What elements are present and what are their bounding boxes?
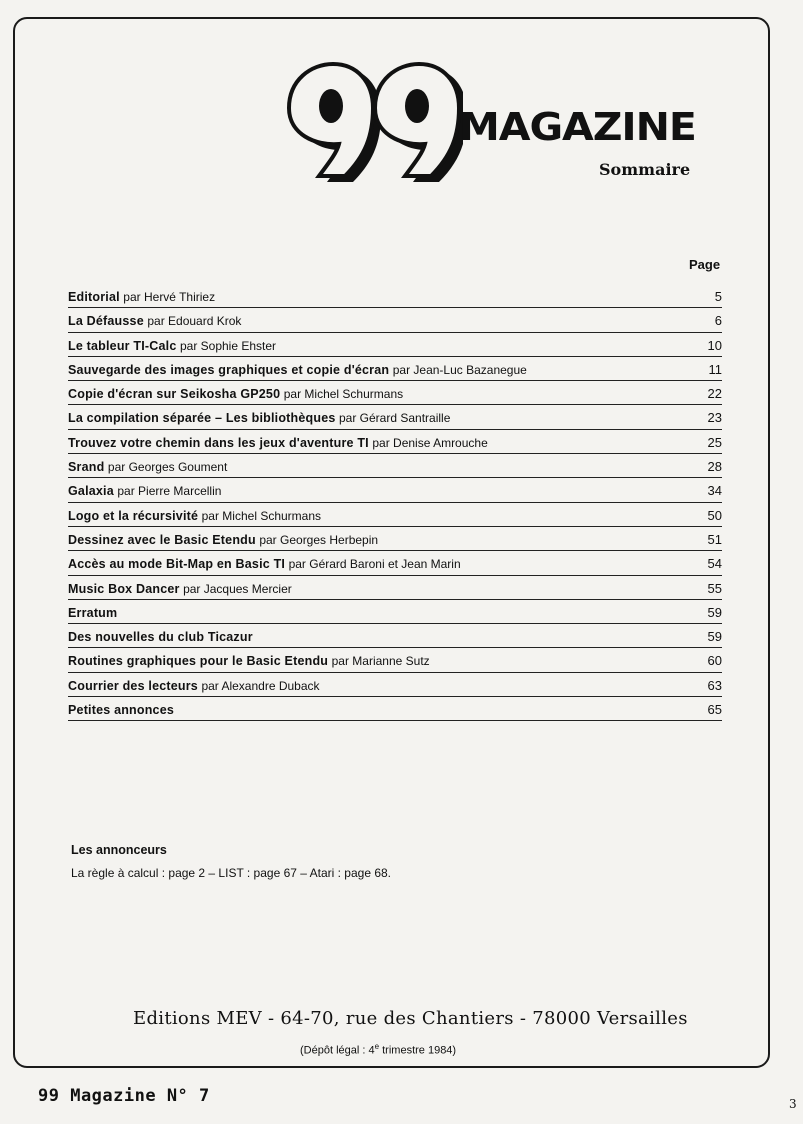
logo-99-graphic [283,62,463,192]
toc-row [68,333,722,357]
table-of-contents [68,284,722,721]
toc-title: La Défausse [68,314,144,329]
advertisers-heading: Les annonceurs [71,843,167,857]
toc-row [68,430,722,454]
toc-title: Srand [68,460,105,475]
toc-author: par Gérard Baroni et Jean Marin [288,557,461,572]
toc-row [68,503,722,527]
toc-title: Erratum [68,605,118,620]
publisher-address: Editions MEV - 64-70, rue des Chantiers - 78000 Versailles [133,1008,688,1029]
toc-page-number: 65 [707,702,722,718]
toc-author: par Jacques Mercier [183,581,292,596]
toc-page-number: 54 [707,556,722,572]
toc-page-number: 11 [708,361,722,377]
toc-page-number: 51 [707,531,722,547]
toc-page-number: 63 [707,677,722,693]
page-subtitle: Sommaire [599,160,691,179]
toc-title: Courrier des lecteurs [68,678,198,693]
toc-author: par Edouard Krok [147,314,242,329]
toc-row [68,405,722,429]
toc-title: Galaxia [68,484,114,499]
toc-row [68,551,722,575]
toc-page-number: 60 [707,653,722,669]
toc-row [68,478,722,502]
toc-author: par Gérard Santraille [338,411,451,426]
toc-author: par Sophie Ehster [179,338,277,353]
toc-title: Music Box Dancer [68,581,180,596]
toc-row [68,308,722,332]
toc-row [68,673,722,697]
legal-deposit: (Dépôt légal : 4e trimestre 1984) [300,1042,457,1057]
toc-row [68,600,722,624]
toc-page-number: 23 [707,410,722,426]
toc-title: Sauvegarde des images graphiques et copie d'écran [68,362,390,377]
toc-title: Petites annonces [68,703,175,718]
toc-row [68,697,722,721]
toc-row [68,624,722,648]
toc-author: par Pierre Marcellin [117,484,222,499]
toc-page-number: 22 [707,386,722,402]
toc-title: Le tableur TI-Calc [68,338,177,353]
toc-row [68,284,722,308]
toc-page-number: 50 [707,507,722,523]
toc-page-number: 59 [707,629,722,645]
toc-author: par Marianne Sutz [331,654,430,669]
toc-author: par Jean-Luc Bazanegue [392,362,527,377]
toc-page-number: 34 [707,483,722,499]
toc-row [68,648,722,672]
toc-page-number: 6 [714,313,722,329]
toc-row [68,381,722,405]
toc-page-number: 55 [707,580,722,596]
toc-title: Editorial [68,290,120,304]
page-column-header: Page [689,257,721,272]
toc-title: La compilation séparée – Les bibliothèques [68,411,336,426]
toc-author: par Georges Herbepin [259,532,379,547]
toc-page-number: 28 [707,459,722,475]
toc-row [68,576,722,600]
toc-page-number: 5 [714,289,722,304]
toc-title: Copie d'écran sur Seikosha GP250 [68,387,281,402]
toc-row [68,527,722,551]
toc-author: par Alexandre Duback [201,678,320,693]
toc-title: Routines graphiques pour le Basic Etendu [68,654,329,669]
toc-title: Logo et la récursivité [68,508,199,523]
logo-wordmark: MAGAZINE [459,105,696,149]
toc-author: par Denise Amrouche [372,435,488,450]
toc-title: Accès au mode Bit-Map en Basic TI [68,557,286,572]
toc-title: Des nouvelles du club Ticazur [68,630,253,645]
toc-title: Dessinez avec le Basic Etendu [68,532,256,547]
advertisers-text: La règle à calcul : page 2 – LIST : page 67 – Atari : page 68. [71,866,392,880]
toc-row [68,454,722,478]
toc-author: par Georges Goument [107,460,228,475]
toc-page-number: 10 [707,337,722,353]
toc-author: par Michel Schurmans [201,508,322,523]
toc-title: Trouvez votre chemin dans les jeux d'aventure TI [68,435,369,450]
footer-issue: 99 Magazine N° 7 [38,1086,210,1106]
toc-page-number: 59 [707,604,722,620]
toc-page-number: 25 [707,434,722,450]
toc-author: par Michel Schurmans [283,387,404,402]
page-number: 3 [789,1097,797,1111]
toc-author: par Hervé Thiriez [123,290,216,304]
toc-row [68,357,722,381]
